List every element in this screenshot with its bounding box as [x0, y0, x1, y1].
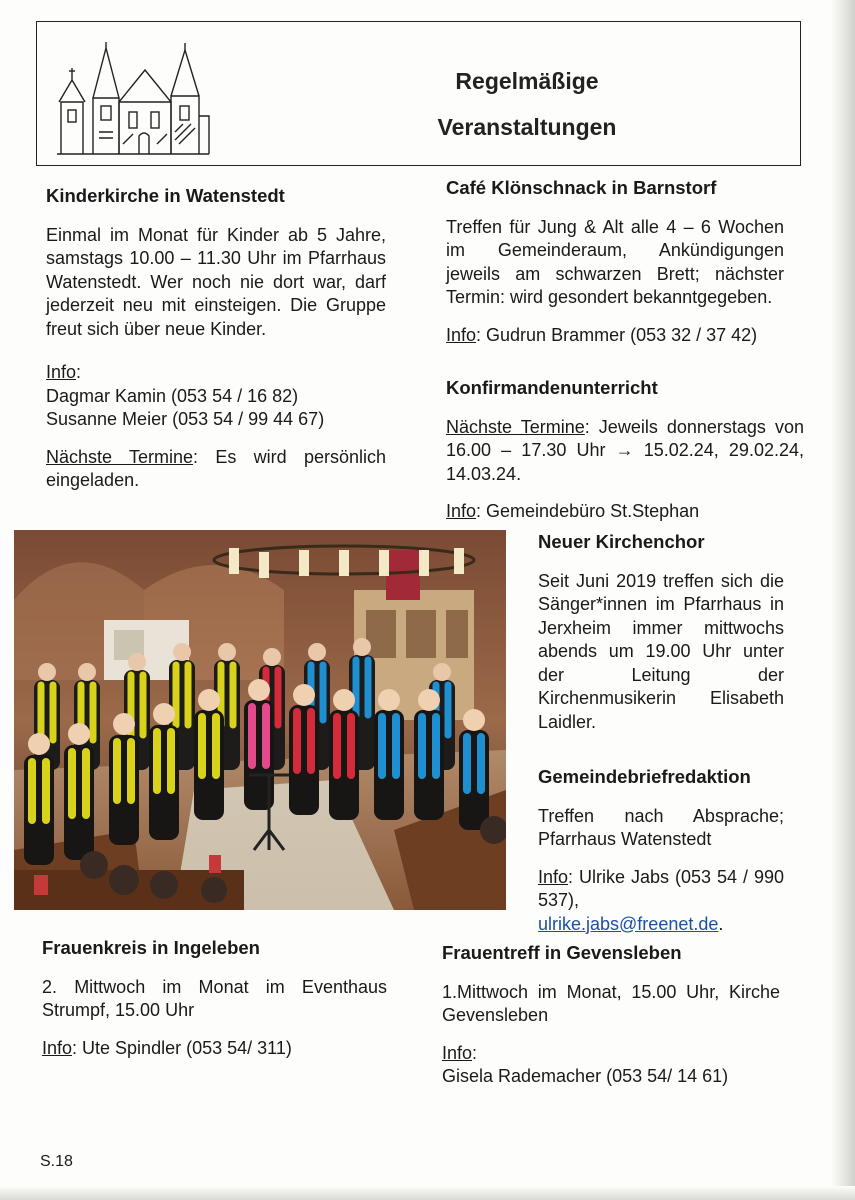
- info-line: Info: Gemeindebüro St.Stephan: [446, 501, 700, 521]
- info-label: Info:: [442, 1042, 478, 1063]
- page-edge-shadow-bottom: [0, 1186, 855, 1200]
- section-title: Frauentreff in Gevensleben: [442, 942, 682, 963]
- section-frauentreff: [442, 941, 780, 1089]
- section-title: Café Klönschnack in Barnstorf: [446, 177, 717, 198]
- page-number: S.18: [40, 1153, 73, 1170]
- email-link[interactable]: ulrike.jabs@freenet.de: [538, 913, 719, 934]
- section-cafe: [446, 176, 784, 347]
- section-frauenkreis: [42, 936, 387, 1060]
- page-title: [367, 58, 687, 150]
- section-kinderkirche: [46, 184, 386, 493]
- section-title: Frauenkreis in Ingeleben: [42, 937, 260, 958]
- choir-photo: [14, 530, 506, 910]
- section-title: Gemeindebriefredaktion: [538, 766, 751, 787]
- section-text: 1.Mittwoch im Monat, 15.00 Uhr, Kirche Gevensleben: [442, 981, 780, 1025]
- section-title: Neuer Kirchenchor: [538, 531, 705, 552]
- contact-line: Gisela Rademacher (053 54/ 14 61): [442, 1066, 729, 1086]
- info-label: Info:: [46, 362, 82, 382]
- section-text: Treffen für Jung & Alt alle 4 – 6 Wochen im Gemeinderaum, Ankündigungen jeweils am schwarzen Brett; nächster Termin: wird gesondert bekanntgegeben.: [446, 216, 784, 307]
- section-text: 2. Mittwoch im Monat im Eventhaus Strumpf, 15.00 Uhr: [42, 976, 387, 1020]
- section-redaktion: [538, 765, 784, 936]
- section-konfirmanden: [446, 376, 804, 524]
- email-line: ulrike.jabs@freenet.de.: [538, 913, 724, 934]
- section-title: Konfirmandenunterricht: [446, 377, 658, 398]
- section-title: Kinderkirche in Watenstedt: [46, 185, 285, 206]
- header-box: [36, 21, 801, 166]
- contact-line: Susanne Meier (053 54 / 99 44 67): [46, 409, 325, 429]
- info-line: Info: Ute Spindler (053 54/ 311): [42, 1037, 292, 1058]
- next-dates: Nächste Termine: Jeweils donnerstags von 16.00 – 17.30 Uhr → 15.02.24, 29.02.24, 14.03.24.: [446, 416, 804, 484]
- church-drawing-icon: [53, 40, 213, 158]
- section-text: Treffen nach Absprache; Pfarrhaus Watenstedt: [538, 805, 784, 849]
- contact-line: Dagmar Kamin (053 54 / 16 82): [46, 385, 299, 406]
- info-line: Info: Ulrike Jabs (053 54 / 990 537),: [538, 866, 784, 910]
- info-line: Info: Gudrun Brammer (053 32 / 37 42): [446, 324, 758, 345]
- title-line-2: Veranstaltungen: [437, 114, 617, 140]
- section-text: Einmal im Monat für Kinder ab 5 Jahre, samstags 10.00 – 11.30 Uhr im Pfarrhaus Watenstedt. Wer noch nie dort war, darf jederzeit neu mit einsteigen. Die Gruppe freut sich über neue Kinder.: [46, 224, 386, 339]
- page-edge-shadow: [831, 0, 855, 1200]
- next-dates: Nächste Termine: Es wird persönlich eingeladen.: [46, 446, 386, 490]
- section-text: Seit Juni 2019 treffen sich die Sänger*innen im Pfarrhaus in Jerxheim immer mittwochs abends um 19.00 Uhr unter der Leitung der Kirchenmusikerin Elisabeth Laidler.: [538, 570, 784, 732]
- title-line-1: Regelmäßige: [455, 68, 599, 94]
- section-kirchenchor: [538, 530, 784, 734]
